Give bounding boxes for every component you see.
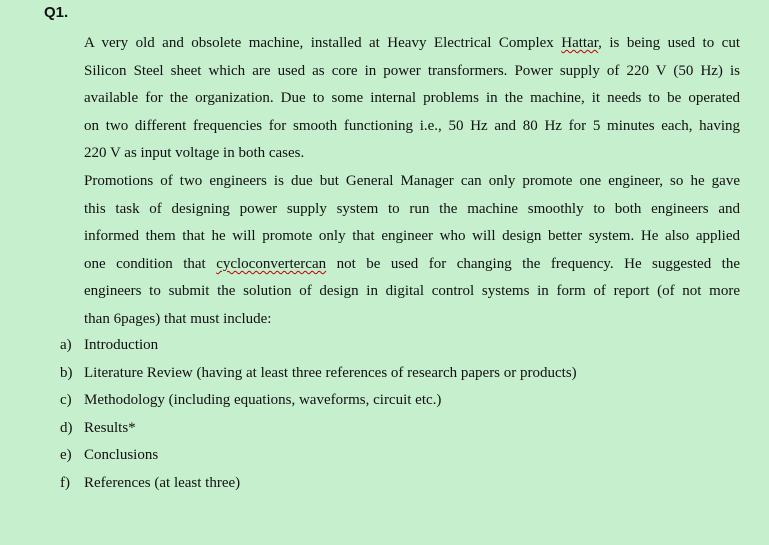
paragraph-line: than 6pages) that must include:	[84, 310, 272, 327]
list-item-text: Literature Review (having at least three references of research papers or products)	[84, 364, 577, 381]
list-item-text: References (at least three)	[84, 474, 241, 491]
paragraph-line: engineers to submit the solution of design in digital control systems in form of report (of not more	[84, 283, 740, 300]
paragraph-line: A very old and obsolete machine, installed at Heavy Electrical Complex Hattar, is being used to cut	[84, 35, 740, 51]
list-item	[60, 470, 577, 498]
list-marker: f)	[60, 474, 70, 491]
paragraph-line: Silicon Steel sheet which are used as core in power transformers. Power supply of 220 V (50 Hz) is	[84, 62, 740, 79]
requirements-list	[60, 332, 577, 498]
question-number: Q1.	[44, 4, 69, 21]
list-item-text: Conclusions	[84, 447, 159, 464]
paragraph-2	[84, 168, 740, 334]
spellcheck-flagged-word: cycloconvertercan	[216, 255, 327, 272]
paragraph-line: one condition that cycloconvertercan not be used for changing the frequency. He suggested the	[84, 255, 740, 272]
list-item	[60, 415, 577, 443]
list-marker: e)	[60, 447, 72, 464]
list-item-text: Introduction	[84, 337, 159, 353]
spellcheck-flagged-word: Hattar	[561, 35, 599, 51]
list-marker: a)	[60, 337, 72, 353]
list-item	[60, 332, 577, 360]
list-item	[60, 387, 577, 415]
list-item	[60, 442, 577, 470]
list-item	[60, 360, 577, 388]
paragraph-line: informed them that he will promote only that engineer who will design better system. He also applied	[84, 228, 740, 245]
list-marker: c)	[60, 392, 72, 409]
paragraph-line: on two different frequencies for smooth functioning i.e., 50 Hz and 80 Hz for 5 minutes each, having	[84, 117, 740, 134]
paragraph-line: 220 V as input voltage in both cases.	[84, 145, 305, 162]
paragraph-line: available for the organization. Due to some internal problems in the machine, it needs to be operated	[84, 90, 740, 107]
paragraph-1	[84, 30, 740, 168]
list-marker: b)	[60, 364, 73, 381]
paragraph-line: this task of designing power supply system to run the machine smoothly to both engineers and	[84, 200, 740, 217]
list-item-text: Methodology (including equations, waveforms, circuit etc.)	[84, 392, 442, 409]
list-marker: d)	[60, 419, 73, 436]
paragraph-line: Promotions of two engineers is due but General Manager can only promote one engineer, so he gave	[84, 173, 740, 189]
list-item-text: Results*	[84, 419, 136, 436]
